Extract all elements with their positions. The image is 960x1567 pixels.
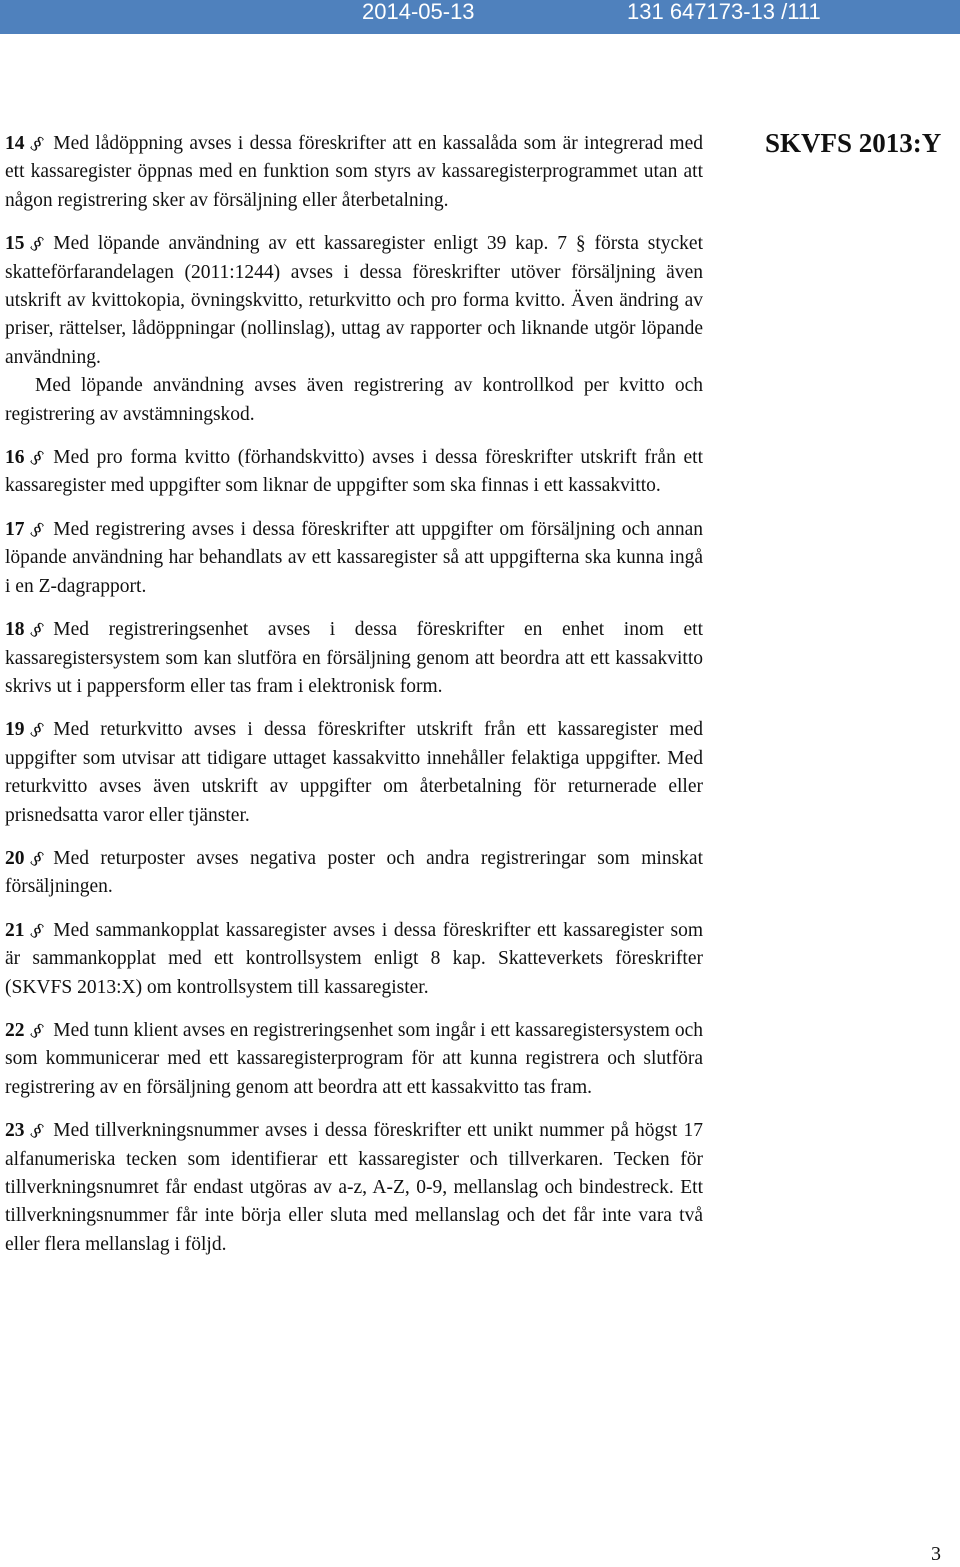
- paragraph-number: 17: [5, 518, 25, 540]
- section-sign-icon: §: [26, 518, 48, 541]
- paragraph-number: 18: [5, 619, 25, 641]
- header-reference: 131 647173-13 /111: [627, 0, 821, 24]
- paragraph-number: 23: [5, 1120, 25, 1142]
- paragraph-number: 15: [5, 233, 25, 255]
- paragraph-text: Med lådöppning avses i dessa föreskrifter att en kassalåda som är integrerad med ett kassaregister öppnas med en funktion som styrs av kassaregisterprogrammet utan att någon registrering sker av försäljning eller återbetalning.: [5, 133, 703, 211]
- section-sign-icon: §: [26, 618, 48, 642]
- section-sign-icon: §: [26, 1119, 48, 1143]
- paragraph-number: 14: [5, 133, 25, 154]
- series-label: SKVFS 2013:Y: [765, 128, 942, 158]
- paragraph-text: Med löpande användning av ett kassaregister enligt 39 kap. 7 § första stycket skatteförfarandelagen (2011:1244) avses i dessa föreskrifter utöver försäljning även utskrift av kvittokopia, övningskvitto, returkvitto och pro forma kvitto. Även ändring av priser, rättelser, lådöppningar (nollinslag), uttag av rapporter och liknande utgör löpande användning.: [5, 233, 703, 368]
- paragraph-text: Med sammankopplat kassaregister avses i dessa föreskrifter ett kassaregister som är sammankopplat med ett kontrollsystem enligt 8 kap. Skatteverkets föreskrifter (SKVFS 2013:X) om kontrollsystem till kassaregister.: [5, 919, 703, 998]
- paragraph-20: [5, 845, 703, 902]
- paragraph-21: [5, 917, 703, 1002]
- paragraph-23: [5, 1117, 703, 1259]
- paragraph-22: [5, 1017, 703, 1102]
- paragraph-text: Med returkvitto avses i dessa föreskrifter utskrift från ett kassaregister med uppgifter som utvisar att tidigare uttaget kassakvitto innehåller felaktiga uppgifter. Med returkvitto avses även utskrift av uppgifter om återbetalning för returnerade eller prisnedsatta varor eller tjänster.: [5, 719, 703, 826]
- paragraph-18: [5, 616, 703, 701]
- paragraph-number: 22: [5, 1019, 25, 1041]
- document-body: [5, 130, 703, 1274]
- paragraph-text: Med tunn klient avses en registreringsenhet som ingår i ett kassaregistersystem och som kommunicerar med ett kassaregisterprogram för att kunna registrera och slutföra registrering av en försäljning genom att beordra att ett kassakvitto tas fram.: [5, 1019, 703, 1098]
- paragraph-number: 20: [5, 847, 25, 869]
- section-sign-icon: §: [26, 232, 48, 256]
- paragraph-number: 16: [5, 447, 25, 469]
- paragraph-15: [5, 230, 703, 372]
- paragraph-text: Med tillverkningsnummer avses i dessa föreskrifter ett unikt nummer på högst 17 alfanumeriska tecken som identifierar ett kassaregister och tillverkaren. Tecken för tillverkningsnumret får endast utgöras av a-z, A-Z, 0-9, mellanslag och bindestreck. Ett tillverkningsnummer får inte börja eller sluta med mellanslag och det får inte vara två eller flera mellanslag i följd.: [5, 1120, 703, 1255]
- section-sign-icon: §: [26, 1019, 48, 1042]
- paragraph-14: [5, 130, 703, 215]
- section-sign-icon: §: [26, 847, 48, 870]
- header-date: 2014-05-13: [362, 0, 475, 24]
- paragraph-text: Med returposter avses negativa poster och andra registreringar som minskat försäljningen.: [5, 847, 703, 898]
- paragraph-15-continuation: [5, 372, 703, 429]
- header-bar: [0, 0, 960, 34]
- paragraph-16: [5, 444, 703, 501]
- paragraph-17: [5, 516, 703, 601]
- paragraph-number: 21: [5, 919, 25, 941]
- section-sign-icon: §: [26, 446, 48, 469]
- paragraph-number: 19: [5, 719, 25, 741]
- paragraph-19: [5, 716, 703, 830]
- section-sign-icon: §: [26, 132, 48, 155]
- paragraph-text: Med registreringsenhet avses i dessa föreskrifter en enhet inom ett kassaregistersystem som kan slutföra en försäljning genom att beordra att ett kassakvitto skrivs ut i pappersform eller tas fram i elektronisk form.: [5, 619, 703, 697]
- paragraph-text: Med pro forma kvitto (förhandskvitto) avses i dessa föreskrifter utskrift från ett kassaregister med uppgifter som liknar de uppgifter som ska finnas i ett kassakvitto.: [5, 447, 703, 497]
- page-number: 3: [931, 1543, 941, 1565]
- section-sign-icon: §: [26, 718, 48, 742]
- paragraph-text: Med löpande användning avses även registrering av kontrollkod per kvitto och registrering av avstämningskod.: [5, 375, 703, 425]
- section-sign-icon: §: [26, 919, 48, 942]
- paragraph-text: Med registrering avses i dessa föreskrifter att uppgifter om försäljning och annan löpande användning har behandlats av ett kassaregister så att uppgifterna ska kunna ingå i en Z-dagrapport.: [5, 518, 703, 597]
